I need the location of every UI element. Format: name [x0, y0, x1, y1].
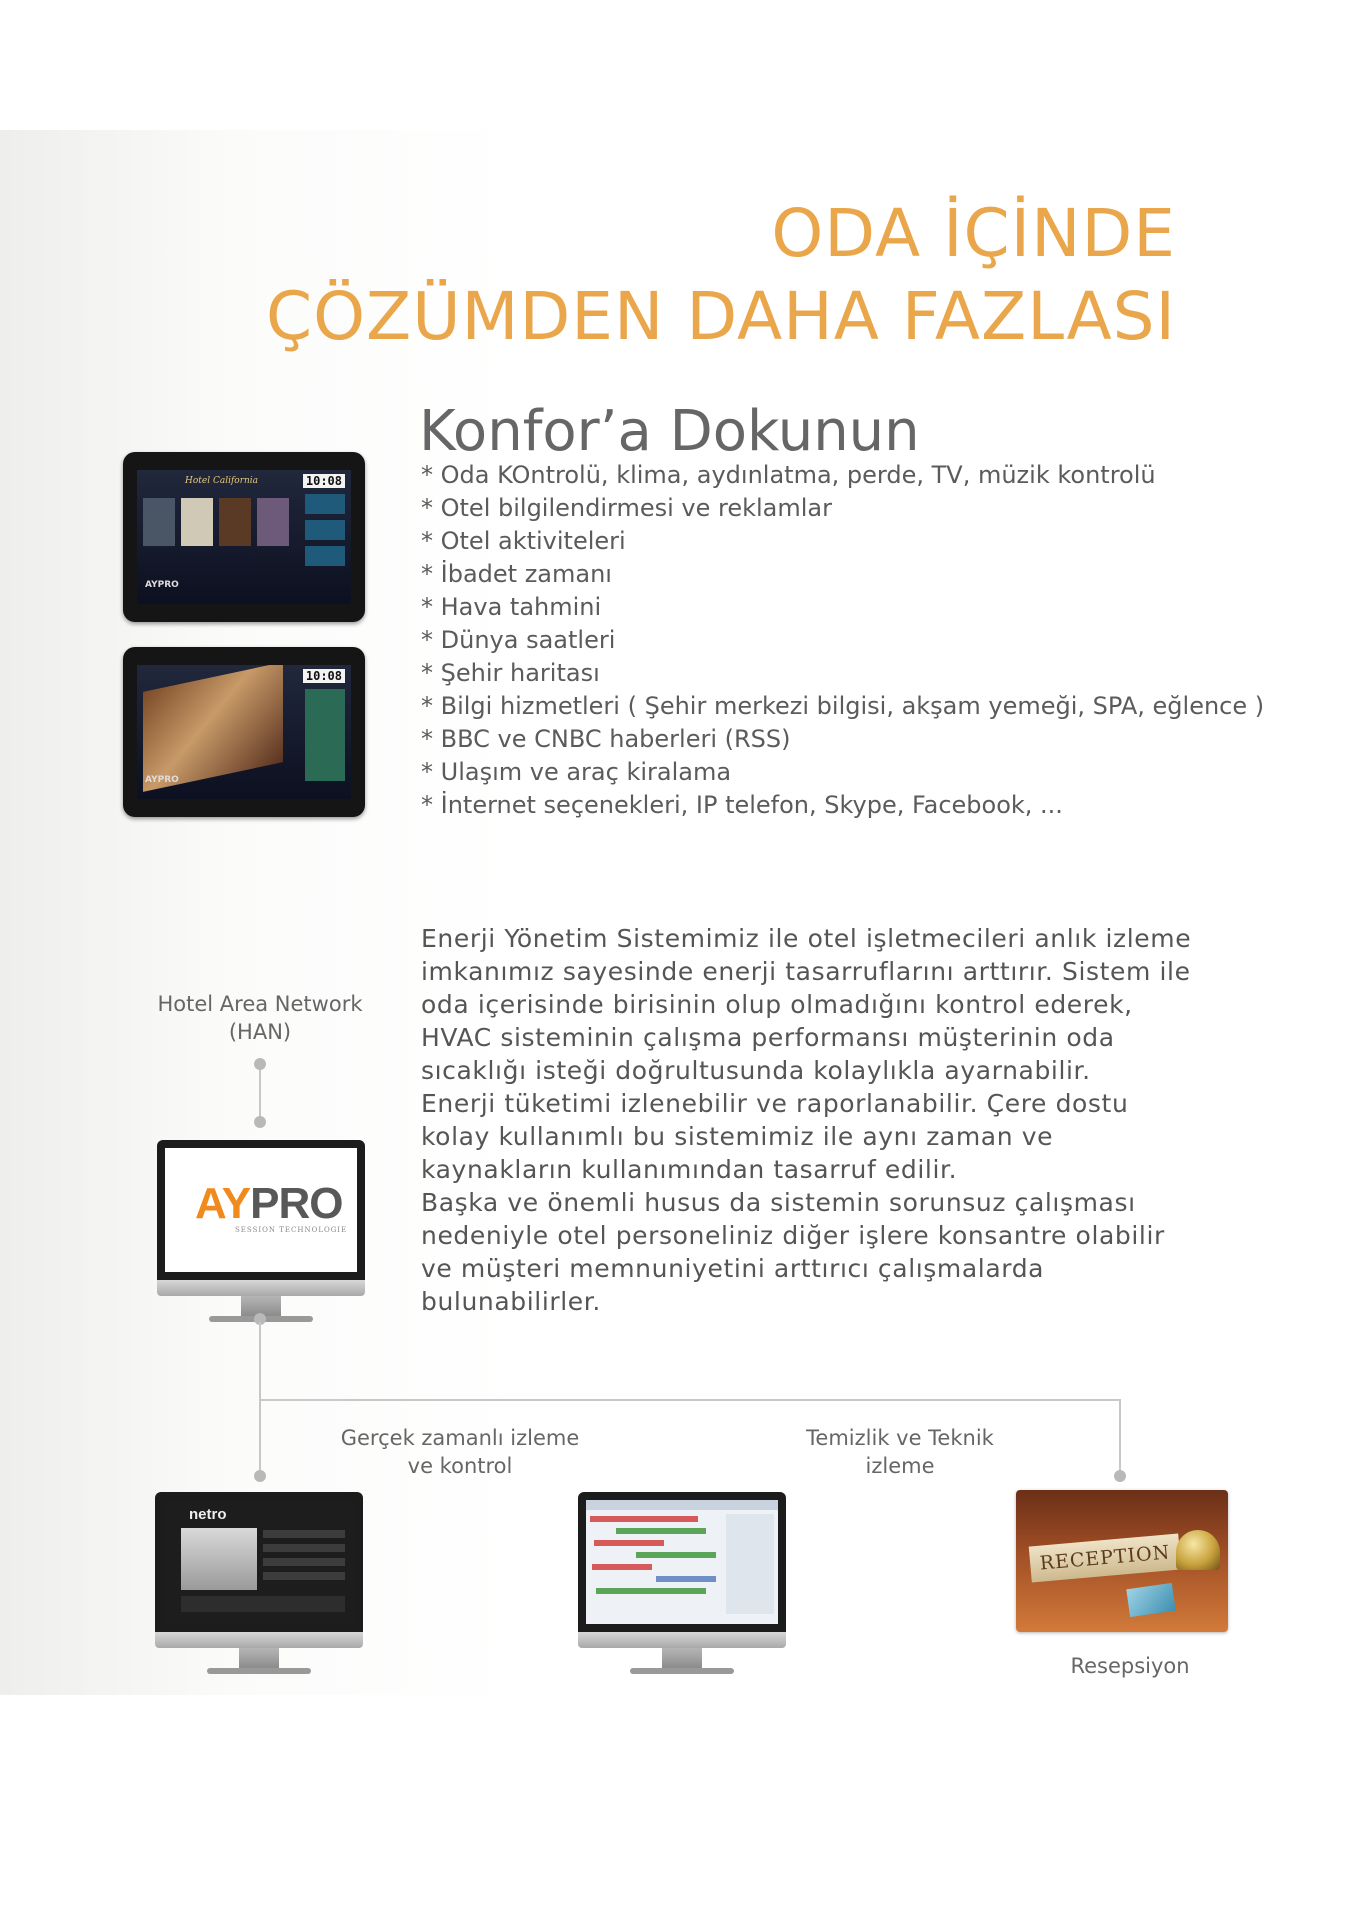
list-item: * Dünya saatleri — [421, 626, 616, 654]
netro-logo: netro — [189, 1506, 227, 1523]
reception-sign: RECEPTION — [1029, 1534, 1182, 1583]
connector-han — [259, 1062, 261, 1124]
realtime-label-line-2: ve kontrol — [407, 1454, 513, 1478]
reception-image — [1016, 1490, 1228, 1632]
energy-paragraph: Başka ve önemli husus da sistemin sorunsuz çalışması nedeniyle otel personeliniz diğer işlere konsantre olabilir ve müşteri memnuniyetini arttırıcı çalışmalarda bulunabilirler. — [421, 1188, 1165, 1316]
cleaning-label — [790, 1424, 1010, 1480]
aypro-logo: AYPRO — [195, 1179, 343, 1228]
list-item: * Bilgi hizmetleri ( Şehir merkezi bilgisi, akşam yemeği, SPA, eğlence ) — [421, 692, 1265, 720]
list-item: * İbadet zamanı — [421, 560, 612, 588]
list-item: * Şehir haritası — [421, 659, 600, 687]
cleaning-label-line-1: Temizlik ve Teknik — [806, 1426, 994, 1450]
tablet-hotel-name: Hotel California — [185, 476, 259, 486]
subtitle: Konfor’a Dokunun — [419, 399, 920, 465]
realtime-label — [340, 1424, 580, 1480]
room-render — [143, 665, 283, 792]
realtime-label-line-1: Gerçek zamanlı izleme — [340, 1426, 580, 1450]
han-label-line-2: (HAN) — [228, 1020, 292, 1044]
list-item: * BBC ve CNBC haberleri (RSS) — [421, 725, 791, 753]
connector-drop-left — [259, 1400, 261, 1472]
cleaning-label-line-2: izleme — [865, 1454, 935, 1478]
list-item: * Otel aktiviteleri — [421, 527, 626, 555]
tablet-logo-2: AYPRO — [145, 775, 179, 785]
list-item: * Ulaşım ve araç kiralama — [421, 758, 732, 786]
connector-trunk — [259, 1322, 261, 1400]
connector-drop-right — [1119, 1400, 1121, 1472]
connector-dot — [254, 1116, 266, 1128]
keycard — [1126, 1583, 1175, 1617]
energy-paragraph: Enerji tüketimi izlenebilir ve raporlanabilir. Çere dostu kolay kullanımlı bu sistemimiz ile aynı zaman ve kaynakların kullanımından tasarruf edilir. — [421, 1089, 1129, 1184]
netro-room-thumb — [181, 1528, 257, 1590]
energy-description — [421, 922, 1201, 1318]
list-item: * Hava tahmini — [421, 593, 602, 621]
tablet-clock: 10:08 — [303, 474, 345, 488]
reception-label: Resepsiyon — [1070, 1654, 1190, 1678]
connector-dot — [254, 1058, 266, 1070]
tablet-room-image — [123, 647, 365, 817]
energy-paragraph: Enerji Yönetim Sistemimiz ile otel işletmecileri anlık izleme imkanımız sayesinde enerji tasarruflarını arttırır. Sistem ile oda içerisinde birisinin olup olmadığını kontrol ederek, HVAC sisteminin çalışma performansı müşterinin oda sıcaklığı isteği doğrultusunda kolaylıkla ayarnabilir. — [421, 924, 1192, 1085]
aypro-tagline: SESSION TECHNOLOGIE — [235, 1226, 348, 1234]
feature-list — [421, 459, 1264, 822]
heading-line-1: ODA İÇİNDE — [771, 195, 1176, 273]
han-label-line-1: Hotel Area Network — [157, 992, 363, 1016]
connector-bus — [259, 1399, 1121, 1401]
tablet-logo: AYPRO — [145, 580, 179, 590]
han-label — [150, 990, 370, 1046]
background-band — [0, 130, 1358, 1695]
list-item: * Oda KOntrolü, klima, aydınlatma, perde, TV, müzik kontrolü — [421, 461, 1156, 489]
heading-line-2: ÇÖZÜMDEN DAHA FAZLASI — [265, 278, 1176, 356]
tablet-clock-2: 10:08 — [303, 669, 345, 683]
connector-dot — [254, 1470, 266, 1482]
list-item: * İnternet seçenekleri, IP telefon, Skype, Facebook, ... — [421, 791, 1063, 819]
tablet-menu-image — [123, 452, 365, 622]
service-bell — [1176, 1530, 1220, 1570]
connector-dot — [1114, 1470, 1126, 1482]
list-item: * Otel bilgilendirmesi ve reklamlar — [421, 494, 832, 522]
